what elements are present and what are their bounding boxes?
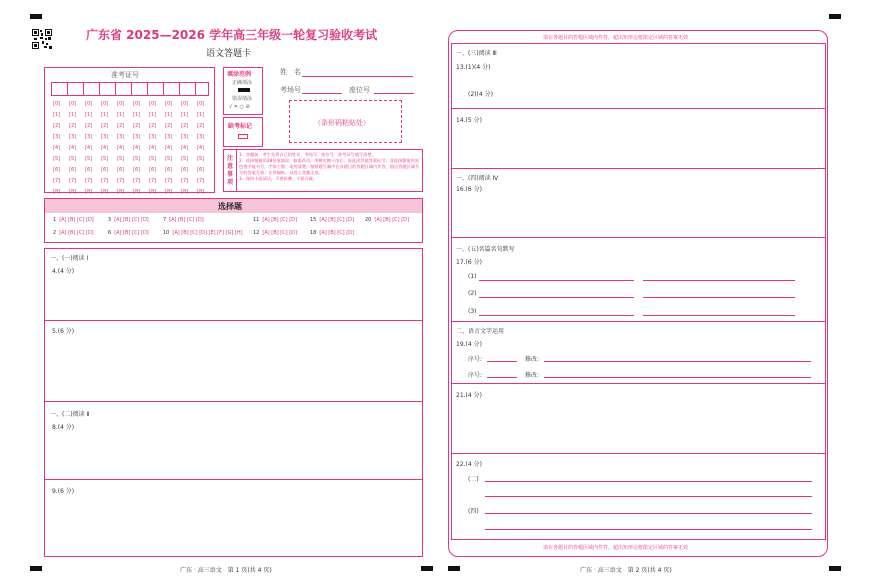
ticket-number-label: 准考证号 [111, 71, 139, 79]
q17-item-2-label: (2) [468, 290, 477, 297]
ticket-digit-bubble[interactable]: [7] [85, 178, 93, 184]
ticket-digit-bubble[interactable]: [2] [69, 123, 77, 129]
mcq-question-number: 3 [108, 217, 112, 223]
mcq-options[interactable]: [A] [B] [C] [D] [169, 217, 204, 223]
ticket-digit-bubble[interactable]: [1] [85, 112, 93, 118]
q19-fix-field-1[interactable] [544, 361, 811, 362]
mcq-question-3[interactable] [108, 217, 149, 223]
room-field[interactable] [302, 93, 342, 94]
ticket-digit-bubble[interactable]: [6] [133, 167, 141, 173]
ticket-digit-bubble[interactable]: [6] [101, 167, 109, 173]
q17-item-3-label: (3) [468, 308, 477, 315]
ticket-digit-bubble[interactable]: [6] [85, 167, 93, 173]
room-label: 考场号 [280, 86, 301, 94]
ticket-digit-bubble[interactable]: [6] [165, 167, 173, 173]
ticket-digit-bubble[interactable]: [3] [197, 134, 205, 140]
ticket-digit-bubble[interactable]: [3] [85, 134, 93, 140]
registration-mark-bottom-right [829, 566, 841, 571]
ticket-digit-bubble[interactable]: [4] [165, 145, 173, 151]
ticket-digit-entry-row[interactable] [51, 82, 209, 96]
q22-line-1b[interactable] [485, 496, 812, 497]
ticket-digit-bubble[interactable]: [0] [69, 101, 77, 107]
ticket-digit-bubble[interactable]: [6] [117, 167, 125, 173]
qr-code-icon [32, 29, 52, 49]
ticket-digit-bubble[interactable]: [2] [53, 123, 61, 129]
barcode-area [289, 100, 402, 143]
mcq-question-11[interactable] [253, 217, 297, 223]
q19-seq-field-2[interactable] [487, 377, 517, 378]
ticket-digit-bubble[interactable]: [4] [69, 145, 77, 151]
mcq-question-number: 6 [108, 230, 112, 236]
mcq-question-number: 20 [365, 217, 372, 223]
answer-area-q21[interactable] [451, 384, 826, 454]
mcq-question-number: 12 [253, 230, 260, 236]
mcq-question-18[interactable] [310, 230, 354, 236]
ticket-number-box [44, 67, 215, 193]
q17-item-1-label: (1) [468, 273, 477, 280]
note-item-2: 2．选择题使用2B铅笔填涂，如需改动，用橡皮擦干净后，再选涂其他答案标号；非选择题使用黑色签字笔书写，字体工整、笔迹清楚。按照题号顺序在各题目的答题区域内作答，超出答题区域书写的答案无效；在草稿纸、试卷上答题无效。 [239, 158, 420, 175]
ticket-digit-bubble[interactable]: [4] [117, 145, 125, 151]
mcq-options[interactable]: [A] [B] [C] [D] [319, 217, 354, 223]
ticket-digit-bubble[interactable]: [1] [165, 112, 173, 118]
question-16-label: 16.(6 分) [456, 186, 482, 193]
ticket-digit-bubble[interactable]: [6] [181, 167, 189, 173]
registration-mark-bottom-mid-left [421, 566, 433, 571]
ticket-digit-bubble[interactable]: [7] [197, 178, 205, 184]
q19-seq-field-1[interactable] [487, 361, 517, 362]
answer-area-reading-3[interactable] [451, 43, 826, 169]
ticket-digit-bubble[interactable]: [8] [149, 189, 157, 195]
mcq-question-number: 10 [163, 230, 170, 236]
q13-q14-divider [452, 108, 825, 109]
mcq-options[interactable]: [A] [B] [C] [D] [114, 230, 149, 236]
mcq-options[interactable]: [A] [B] [C] [D] [59, 230, 94, 236]
q17-line-1a[interactable] [479, 280, 634, 281]
ticket-digit-bubble[interactable]: [4] [53, 145, 61, 151]
seat-label: 座位号 [349, 86, 370, 94]
q22-line-2a[interactable] [485, 513, 812, 514]
name-label: 姓 名 [280, 68, 301, 76]
q17-line-2b[interactable] [643, 297, 795, 298]
ticket-digit-bubble[interactable]: [5] [197, 156, 205, 162]
note-item-3: 3．保持卡面清洁，不要折叠、不要弄破。 [239, 176, 318, 181]
q17-line-3b[interactable] [643, 315, 795, 316]
ticket-digit-bubble[interactable]: [1] [69, 112, 77, 118]
ticket-digit-grid[interactable] [53, 99, 213, 209]
ticket-digit-bubble[interactable]: [3] [149, 134, 157, 140]
q22-line-1a[interactable] [485, 481, 812, 482]
ticket-digit-bubble[interactable]: [2] [149, 123, 157, 129]
section-heading-reading-4: 一、(四)阅读 Ⅳ [456, 175, 499, 182]
ticket-digit-bubble[interactable]: [0] [133, 101, 141, 107]
correct-fill-label: 正确填涂 [232, 80, 253, 86]
footer-page-1: 广东 · 高三语文 第 1 页(共 4 页) [180, 567, 272, 574]
ticket-digit-bubble[interactable]: [2] [165, 123, 173, 129]
mcq-question-15[interactable] [310, 217, 354, 223]
ticket-digit-bubble[interactable]: [6] [149, 167, 157, 173]
correct-fill-sample [238, 88, 250, 92]
section-heading-reading-2: 一、(二)阅读 Ⅱ [50, 411, 90, 418]
ticket-digit-bubble[interactable]: [0] [85, 101, 93, 107]
mcq-question-number: 18 [310, 230, 317, 236]
mcq-question-number: 15 [310, 217, 317, 223]
ticket-digit-column[interactable] [149, 99, 156, 209]
ticket-digit-column[interactable] [197, 99, 204, 209]
ticket-digit-bubble[interactable]: [5] [85, 156, 93, 162]
ticket-digit-bubble[interactable]: [1] [53, 112, 61, 118]
ticket-digit-bubble[interactable]: [0] [165, 101, 173, 107]
ticket-digit-column[interactable] [181, 99, 188, 209]
question-14-label: 14.(5 分) [456, 117, 482, 124]
note-item-1: 1．答题前，考生先将自己的姓名、考场号、座位号、准考证号填写清楚。 [239, 152, 376, 157]
mcq-answer-rows[interactable] [45, 213, 422, 243]
q22-line-2b[interactable] [485, 529, 812, 530]
question-5-label: 5.(6 分) [52, 328, 75, 335]
ticket-digit-bubble[interactable]: [1] [149, 112, 157, 118]
ticket-digit-column[interactable] [133, 99, 140, 209]
question-4-label: 4.(4 分) [52, 268, 75, 275]
q17-line-2a[interactable] [479, 297, 634, 298]
ticket-digit-bubble[interactable]: [1] [181, 112, 189, 118]
fill-example-box [223, 67, 263, 115]
ticket-digit-bubble[interactable]: [1] [197, 112, 205, 118]
q19-seq-label-1: 序号: [468, 356, 483, 363]
question-8-label: 8.(4 分) [52, 424, 75, 431]
ticket-digit-bubble[interactable]: [7] [149, 178, 157, 184]
ticket-digit-bubble[interactable]: [5] [69, 156, 77, 162]
answer-area-q5[interactable] [44, 320, 423, 402]
ticket-digit-bubble[interactable]: [7] [69, 178, 77, 184]
question-19-label: 19.(4 分) [456, 341, 482, 348]
ticket-digit-bubble[interactable]: [2] [85, 123, 93, 129]
section-heading-reading-1: 一、(一)阅读 Ⅰ [50, 255, 89, 262]
mcq-section [44, 198, 423, 243]
q19-fix-label-1: 修改: [525, 356, 540, 363]
absent-mark-label: 缺考标记 [228, 123, 253, 130]
ticket-digit-bubble[interactable]: [8] [181, 189, 189, 195]
ticket-digit-bubble[interactable]: [7] [53, 178, 61, 184]
ticket-digit-bubble[interactable]: [8] [85, 189, 93, 195]
answer-area-q9[interactable] [44, 479, 423, 557]
ticket-digit-column[interactable] [85, 99, 92, 209]
q17-line-3a[interactable] [479, 315, 634, 316]
ticket-digit-bubble[interactable]: [2] [197, 123, 205, 129]
section-heading-famous-lines: 一、(五)名篇名句默写 [456, 246, 515, 253]
ticket-digit-bubble[interactable]: [4] [149, 145, 157, 151]
mcq-question-number: 2 [53, 230, 57, 236]
ticket-digit-bubble[interactable]: [7] [117, 178, 125, 184]
mcq-options[interactable]: [A] [B] [C] [D] [262, 230, 297, 236]
ticket-digit-bubble[interactable]: [8] [53, 189, 61, 195]
ticket-digit-bubble[interactable]: [0] [149, 101, 157, 107]
ticket-digit-bubble[interactable]: [6] [53, 167, 61, 173]
mcq-question-1[interactable] [53, 217, 94, 223]
ticket-digit-bubble[interactable]: [8] [133, 189, 141, 195]
registration-mark-top-left [30, 14, 42, 19]
ticket-digit-bubble[interactable]: [7] [101, 178, 109, 184]
ticket-digit-bubble[interactable]: [5] [53, 156, 61, 162]
page-title: 广东省 2025—2026 学年高三年级一轮复习验收考试 [86, 28, 378, 42]
mcq-question-10[interactable] [163, 230, 243, 236]
mcq-options[interactable]: [A] [B] [C] [D] [262, 217, 297, 223]
mcq-question-12[interactable] [253, 230, 297, 236]
ticket-digit-bubble[interactable]: [1] [133, 112, 141, 118]
mcq-question-number: 7 [163, 217, 167, 223]
ticket-digit-bubble[interactable]: [3] [165, 134, 173, 140]
bottom-warning-banner: 请在各题目的答题区域内作答，超出矩形边框限定区域的答案无效 [543, 545, 689, 551]
ticket-digit-bubble[interactable]: [2] [181, 123, 189, 129]
mcq-options[interactable]: [A] [B] [C] [D] [E] [F] [G] [H] [172, 230, 243, 236]
ticket-digit-bubble[interactable]: [3] [117, 134, 125, 140]
ticket-digit-bubble[interactable]: [1] [117, 112, 125, 118]
mcq-question-number: 1 [53, 217, 57, 223]
ticket-digit-bubble[interactable]: [2] [117, 123, 125, 129]
section-heading-language-use: 二、语言文字运用 [456, 328, 505, 335]
ticket-digit-bubble[interactable]: [8] [197, 189, 205, 195]
ticket-digit-bubble[interactable]: [6] [197, 167, 205, 173]
mcq-options[interactable]: [A] [B] [C] [D] [374, 217, 409, 223]
ticket-digit-bubble[interactable]: [7] [165, 178, 173, 184]
ticket-digit-bubble[interactable]: [6] [69, 167, 77, 173]
q19-seq-label-2: 序号: [468, 372, 483, 379]
ticket-digit-bubble[interactable]: [3] [133, 134, 141, 140]
notes-box [223, 149, 423, 192]
answer-area-famous-lines[interactable] [451, 238, 826, 322]
ticket-digit-column[interactable] [165, 99, 172, 209]
q19-fix-label-2: 修改: [525, 372, 540, 379]
absent-mark-box [223, 117, 263, 147]
ticket-digit-bubble[interactable]: [2] [133, 123, 141, 129]
ticket-digit-bubble[interactable]: [0] [53, 101, 61, 107]
ticket-digit-bubble[interactable]: [0] [197, 101, 205, 107]
answer-area-q22[interactable] [451, 454, 826, 540]
page-subtitle: 语文答题卡 [206, 49, 252, 59]
answer-area-reading-1[interactable] [44, 248, 423, 321]
ticket-digit-bubble[interactable]: [0] [101, 101, 109, 107]
barcode-label: （条形码粘贴处） [314, 119, 370, 127]
question-9-label: 9.(6 分) [52, 488, 75, 495]
ticket-digit-bubble[interactable]: [5] [165, 156, 173, 162]
ticket-digit-bubble[interactable]: [5] [149, 156, 157, 162]
mcq-title-bar [45, 199, 422, 213]
ticket-digit-bubble[interactable]: [0] [181, 101, 189, 107]
ticket-digit-bubble[interactable]: [3] [181, 134, 189, 140]
mcq-title: 选择题 [218, 202, 242, 211]
ticket-digit-bubble[interactable]: [4] [101, 145, 109, 151]
ticket-digit-bubble[interactable]: [0] [117, 101, 125, 107]
question-22-label: 22.(4 分) [456, 461, 482, 468]
ticket-digit-bubble[interactable]: [5] [117, 156, 125, 162]
absent-mark-checkbox[interactable] [238, 134, 248, 139]
registration-mark-bottom-mid-right [448, 566, 460, 571]
ticket-digit-bubble[interactable]: [4] [85, 145, 93, 151]
ticket-digit-bubble[interactable]: [8] [165, 189, 173, 195]
ticket-digit-bubble[interactable]: [8] [101, 189, 109, 195]
ticket-digit-bubble[interactable]: [5] [101, 156, 109, 162]
q22-item-1-label: (二) [468, 476, 479, 483]
notes-text [239, 152, 421, 182]
ticket-digit-bubble[interactable]: [5] [181, 156, 189, 162]
section-heading-reading-3: 一、(三)阅读 Ⅲ [456, 50, 497, 57]
ticket-digit-column[interactable] [69, 99, 76, 209]
q19-fix-field-2[interactable] [544, 377, 811, 378]
wrong-fill-label: 错误填涂 [232, 96, 253, 102]
answer-area-reading-4[interactable] [451, 169, 826, 238]
ticket-digit-bubble[interactable]: [4] [181, 145, 189, 151]
ticket-digit-bubble[interactable]: [4] [197, 145, 205, 151]
notes-title: 注意事项 [227, 155, 234, 186]
ticket-digit-bubble[interactable]: [3] [69, 134, 77, 140]
q22-item-2-label: (四) [468, 508, 479, 515]
wrong-fill-samples: √ ✕ ○ ⊘ [229, 104, 250, 110]
mcq-question-6[interactable] [108, 230, 149, 236]
question-13-2-label: (2)(4 分) [468, 91, 493, 98]
question-13-1-label: 13.(1)(4 分) [456, 64, 491, 71]
ticket-digit-bubble[interactable]: [8] [69, 189, 77, 195]
mcq-question-20[interactable] [365, 217, 409, 223]
registration-mark-bottom-left [30, 566, 42, 571]
mcq-options[interactable]: [A] [B] [C] [D] [59, 217, 94, 223]
mcq-options[interactable]: [A] [B] [C] [D] [319, 230, 354, 236]
ticket-digit-bubble[interactable]: [7] [133, 178, 141, 184]
mcq-question-number: 11 [253, 217, 260, 223]
ticket-digit-column[interactable] [117, 99, 124, 209]
ticket-digit-bubble[interactable]: [2] [101, 123, 109, 129]
ticket-digit-column[interactable] [53, 99, 60, 209]
name-field[interactable] [302, 76, 413, 77]
answer-area-language-use[interactable] [451, 322, 826, 384]
ticket-digit-bubble[interactable]: [8] [117, 189, 125, 195]
notes-divider [236, 150, 237, 191]
mcq-options[interactable]: [A] [B] [C] [D] [114, 217, 149, 223]
registration-mark-top-right [829, 14, 841, 19]
ticket-digit-bubble[interactable]: [5] [133, 156, 141, 162]
question-17-label: 17.(6 分) [456, 259, 482, 266]
q17-line-1b[interactable] [643, 280, 795, 281]
question-21-label: 21.(4 分) [456, 392, 482, 399]
ticket-digit-bubble[interactable]: [3] [101, 134, 109, 140]
ticket-digit-bubble[interactable]: [7] [181, 178, 189, 184]
fill-example-title: 填涂范例 [227, 71, 252, 78]
top-warning-banner: 请在各题目的答题区域内作答，超出矩形边框限定区域的答案无效 [543, 35, 689, 41]
mcq-question-7[interactable] [163, 217, 204, 223]
ticket-digit-column[interactable] [101, 99, 108, 209]
seat-field[interactable] [374, 93, 414, 94]
footer-page-2: 广东 · 高三语文 第 2 页(共 4 页) [580, 567, 672, 574]
ticket-digit-bubble[interactable]: [1] [101, 112, 109, 118]
ticket-digit-bubble[interactable]: [3] [53, 134, 61, 140]
ticket-digit-bubble[interactable]: [4] [133, 145, 141, 151]
answer-area-reading-2[interactable] [44, 401, 423, 480]
mcq-question-2[interactable] [53, 230, 94, 236]
